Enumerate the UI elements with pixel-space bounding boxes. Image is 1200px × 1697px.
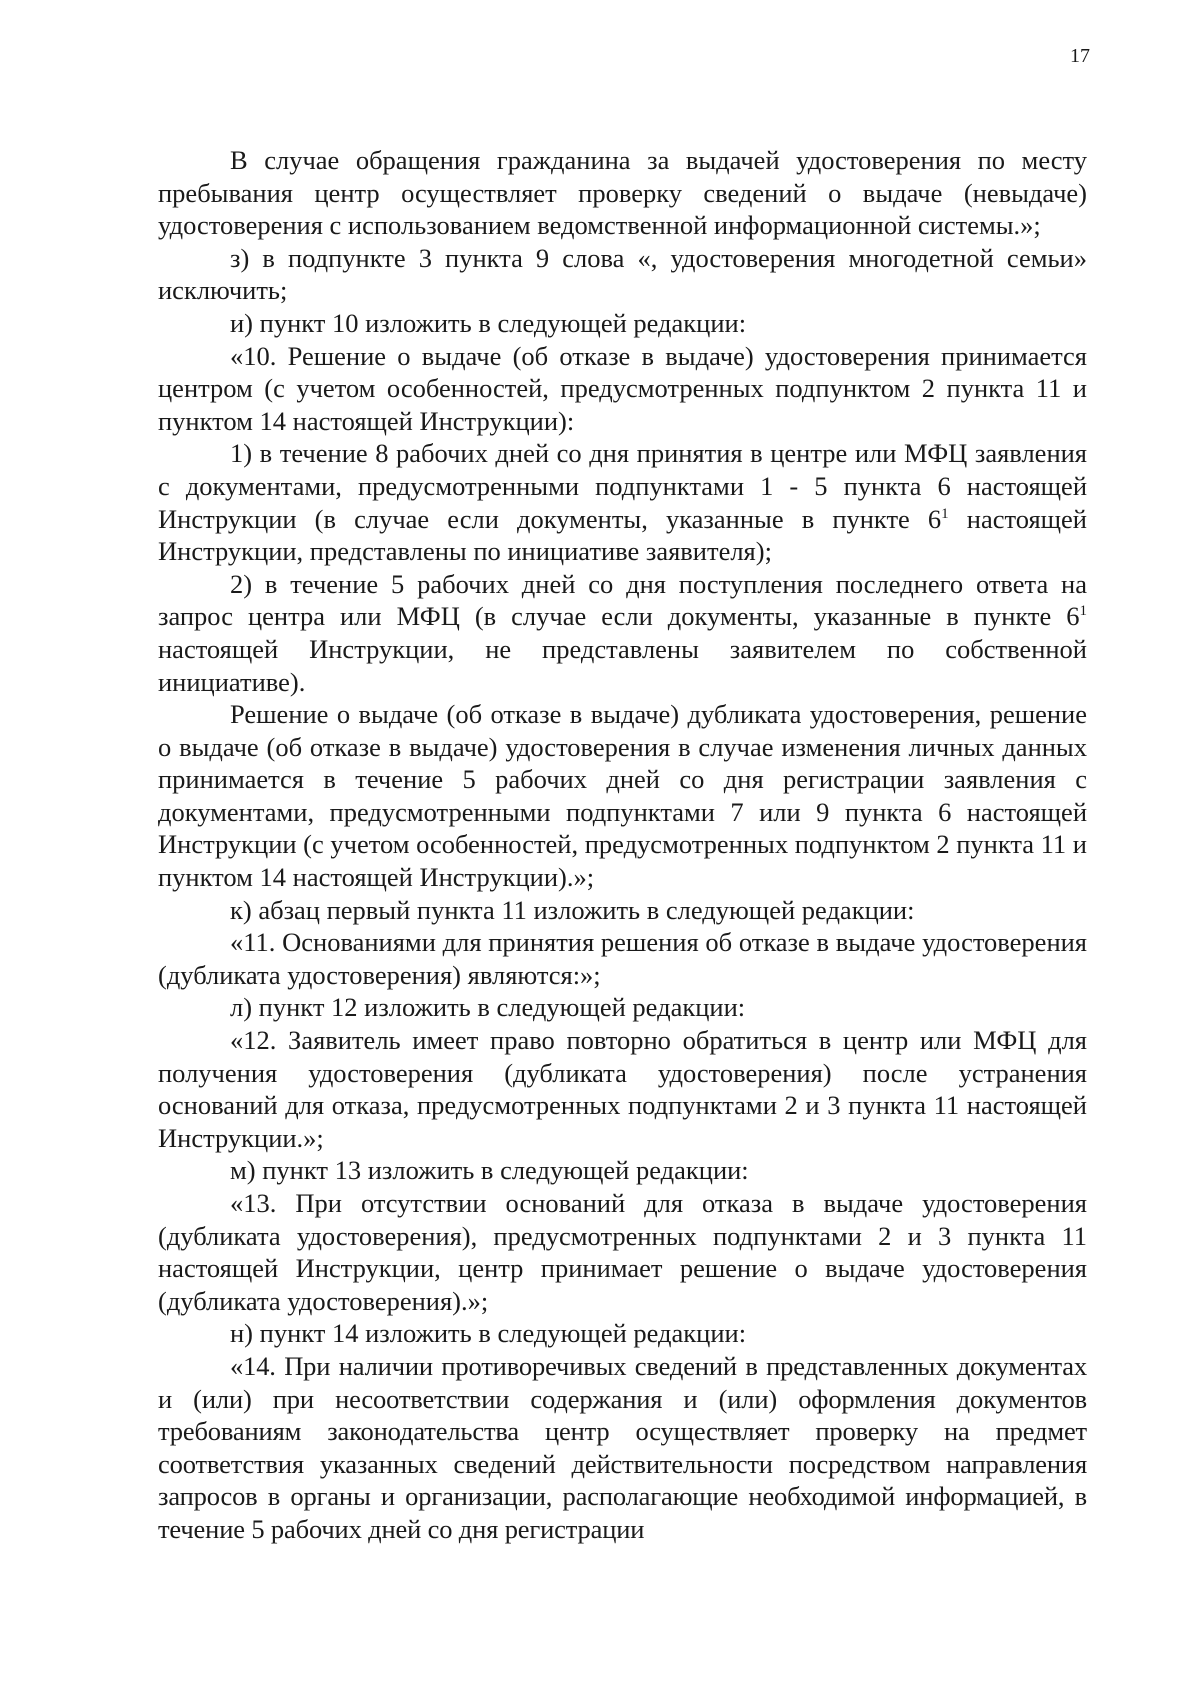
- paragraph-7: Решение о выдаче (об отказе в выдаче) дубликата удостоверения, решение о выдаче (об отказе в выдаче) удостоверения в случае изменения личных данных принимается в течение 5 рабочих дней со дня регистрации заявления с документами, предусмотренными подпунктами 7 или 9 пункта 6 настоящей Инструкции (с учетом особенностей, предусмотренных подпунктом 2 пункта 11 и пунктом 14 настоящей Инструкции).»;: [158, 699, 1087, 893]
- paragraph-14: н) пункт 14 изложить в следующей редакции:: [230, 1318, 747, 1349]
- paragraph-5-text-cont: настоящей Инструкции, представлены по инициативе заявителя);: [158, 503, 1087, 567]
- paragraph-9: «11. Основаниями для принятия решения об отказе в выдаче удостоверения (дубликата удостоверения) являются:»;: [158, 927, 1087, 990]
- paragraph-8: к) абзац первый пункта 11 изложить в следующей редакции:: [230, 894, 915, 925]
- paragraph-5: [158, 437, 1087, 567]
- paragraph-12: м) пункт 13 изложить в следующей редакции:: [230, 1155, 749, 1186]
- paragraph-13: «13. При отсутствии оснований для отказа в выдаче удостоверения (дубликата удостоверения), предусмотренных подпунктами 2 и 3 пункта 11 настоящей Инструкции, центр принимает решение о выдаче удостоверения (дубликата удостоверения).»;: [158, 1188, 1087, 1316]
- paragraph-2: з) в подпункте 3 пункта 9 слова «, удостоверения многодетной семьи» исключить;: [158, 242, 1087, 306]
- paragraph-5-text: 1) в течение 8 рабочих дней со дня принятия в центре или МФЦ заявления с документами, предусмотренными подпунктами 1 - 5 пункта 6 настоящей Инструкции (в случае если документы, указанные в пункте 6: [158, 438, 1087, 534]
- paragraph-6-text-cont: настоящей Инструкции, не представлены заявителем по собственной инициативе).: [158, 633, 1087, 697]
- paragraph-15: «14. При наличии противоречивых сведений в представленных документах и (или) при несоответствии содержания и (или) оформления документов требованиям законодательства центр осуществляет проверку на предмет соответствия указанных сведений действительности посредством направления запросов в органы и организации, располагающие необходимой информацией, в течение 5 рабочих дней со дня регистрации: [158, 1350, 1087, 1544]
- paragraph-3: и) пункт 10 изложить в следующей редакции:: [230, 307, 747, 338]
- paragraph-6: [158, 568, 1087, 698]
- document-body: [158, 144, 1087, 1546]
- page-number: 17: [1070, 45, 1090, 67]
- paragraph-1: В случае обращения гражданина за выдачей удостоверения по месту пребывания центр осуществляет проверку сведений о выдаче (невыдаче) удостоверения с использованием ведомственной информационной системы.»;: [158, 145, 1087, 241]
- paragraph-6-text: 2) в течение 5 рабочих дней со дня поступления последнего ответа на запрос центра или МФЦ (в случае если документы, указанные в пункте 6: [158, 568, 1087, 632]
- paragraph-10: л) пункт 12 изложить в следующей редакции:: [230, 992, 746, 1023]
- superscript: 1: [941, 505, 949, 522]
- paragraph-11: «12. Заявитель имеет право повторно обратиться в центр или МФЦ для получения удостоверения (дубликата удостоверения) после устранения оснований для отказа, предусмотренных подпунктами 2 и 3 пункта 11 настоящей Инструкции.»;: [158, 1025, 1087, 1153]
- paragraph-4: «10. Решение о выдаче (об отказе в выдаче) удостоверения принимается центром (с учетом особенностей, предусмотренных подпунктом 2 пункта 11 и пунктом 14 настоящей Инструкции):: [158, 340, 1087, 436]
- superscript: 1: [1079, 603, 1087, 620]
